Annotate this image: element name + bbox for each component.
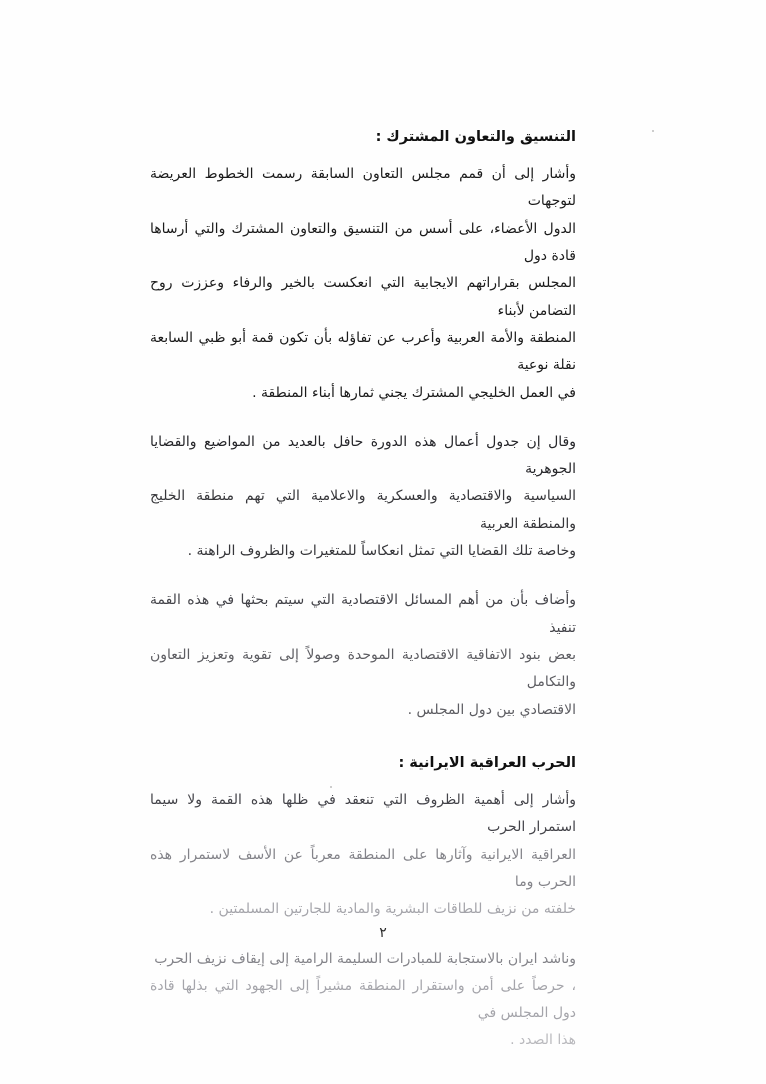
paragraph-line: المنطقة والأمة العربية وأعرب عن تفاؤله بأن تكون قمة أبو ظبي السابعة نقلة نوعية [150, 329, 576, 374]
paragraph-line: ، حرصاً على أمن واستقرار المنطقة مشيراً إلى الجهود التي بذلها قادة دول المجلس في [150, 977, 576, 1022]
paragraph-line: وناشد ايران بالاستجابة للمبادرات السليمة الرامية إلى إيقاف نزيف الحرب [154, 950, 576, 967]
section-heading-coordination: التنسيق والتعاون المشترك : [375, 129, 576, 145]
paragraph-line: هذا الصدد . [510, 1032, 576, 1049]
paragraph-line: السياسية والاقتصادية والعسكرية والاعلامية التي تهم منطقة الخليج والمنطقة العربية [150, 488, 576, 532]
paragraph [150, 946, 576, 1055]
paragraph-line: الاقتصادي بين دول المجلس . [407, 701, 576, 718]
paragraph-line: وأشار إلى أن قمم مجلس التعاون السابقة رسمت الخطوط العريضة لتوجهات [150, 166, 576, 210]
paragraph-line: خلفته من نزيف للطاقات البشرية والمادية للجارتين المسلمتين . [209, 901, 576, 918]
page-number: ٢ [379, 925, 387, 941]
paragraph-line: الدول الأعضاء، على أسس من التنسيق والتعاون المشترك والتي أرساها قادة دول [150, 220, 576, 265]
paragraph-line: وأشار إلى أهمية الظروف التي تنعقد في ظلها هذه القمة ولا سيما استمرار الحرب [150, 792, 576, 836]
paragraph-line: في العمل الخليجي المشترك يجني ثمارها أبناء المنطقة . [252, 384, 576, 401]
paragraph [150, 161, 576, 407]
paragraph-line: بعض بنود الاتفاقية الاقتصادية الموحدة وصولاً إلى تقوية وتعزيز التعاون والتكامل [150, 646, 576, 691]
paragraph-line: العراقية الايرانية وآثارها على المنطقة معرباً عن الأسف لاستمرار هذه الحرب وما [150, 846, 576, 890]
paragraph [150, 787, 576, 923]
paragraph-line: وأضاف بأن من أهم المسائل الاقتصادية التي سيتم بحثها في هذه القمة تنفيذ [150, 592, 576, 636]
section-heading-iraq-iran-war: الحرب العراقية الايرانية : [398, 754, 576, 771]
scan-speck [652, 130, 654, 132]
paragraph [150, 587, 576, 723]
paragraph-line: وقال إن جدول أعمال هذه الدورة حافل بالعديد من المواضيع والقضايا الجوهرية [150, 433, 576, 478]
paragraph [150, 429, 576, 565]
paragraph-line: وخاصة تلك القضايا التي تمثل انعكاساً للمتغيرات والظروف الراهنة . [187, 543, 576, 560]
paragraph-line: المجلس بقراراتهم الايجابية التي انعكست بالخير والرفاء وعززت روح التضامن لأبناء [150, 275, 576, 319]
